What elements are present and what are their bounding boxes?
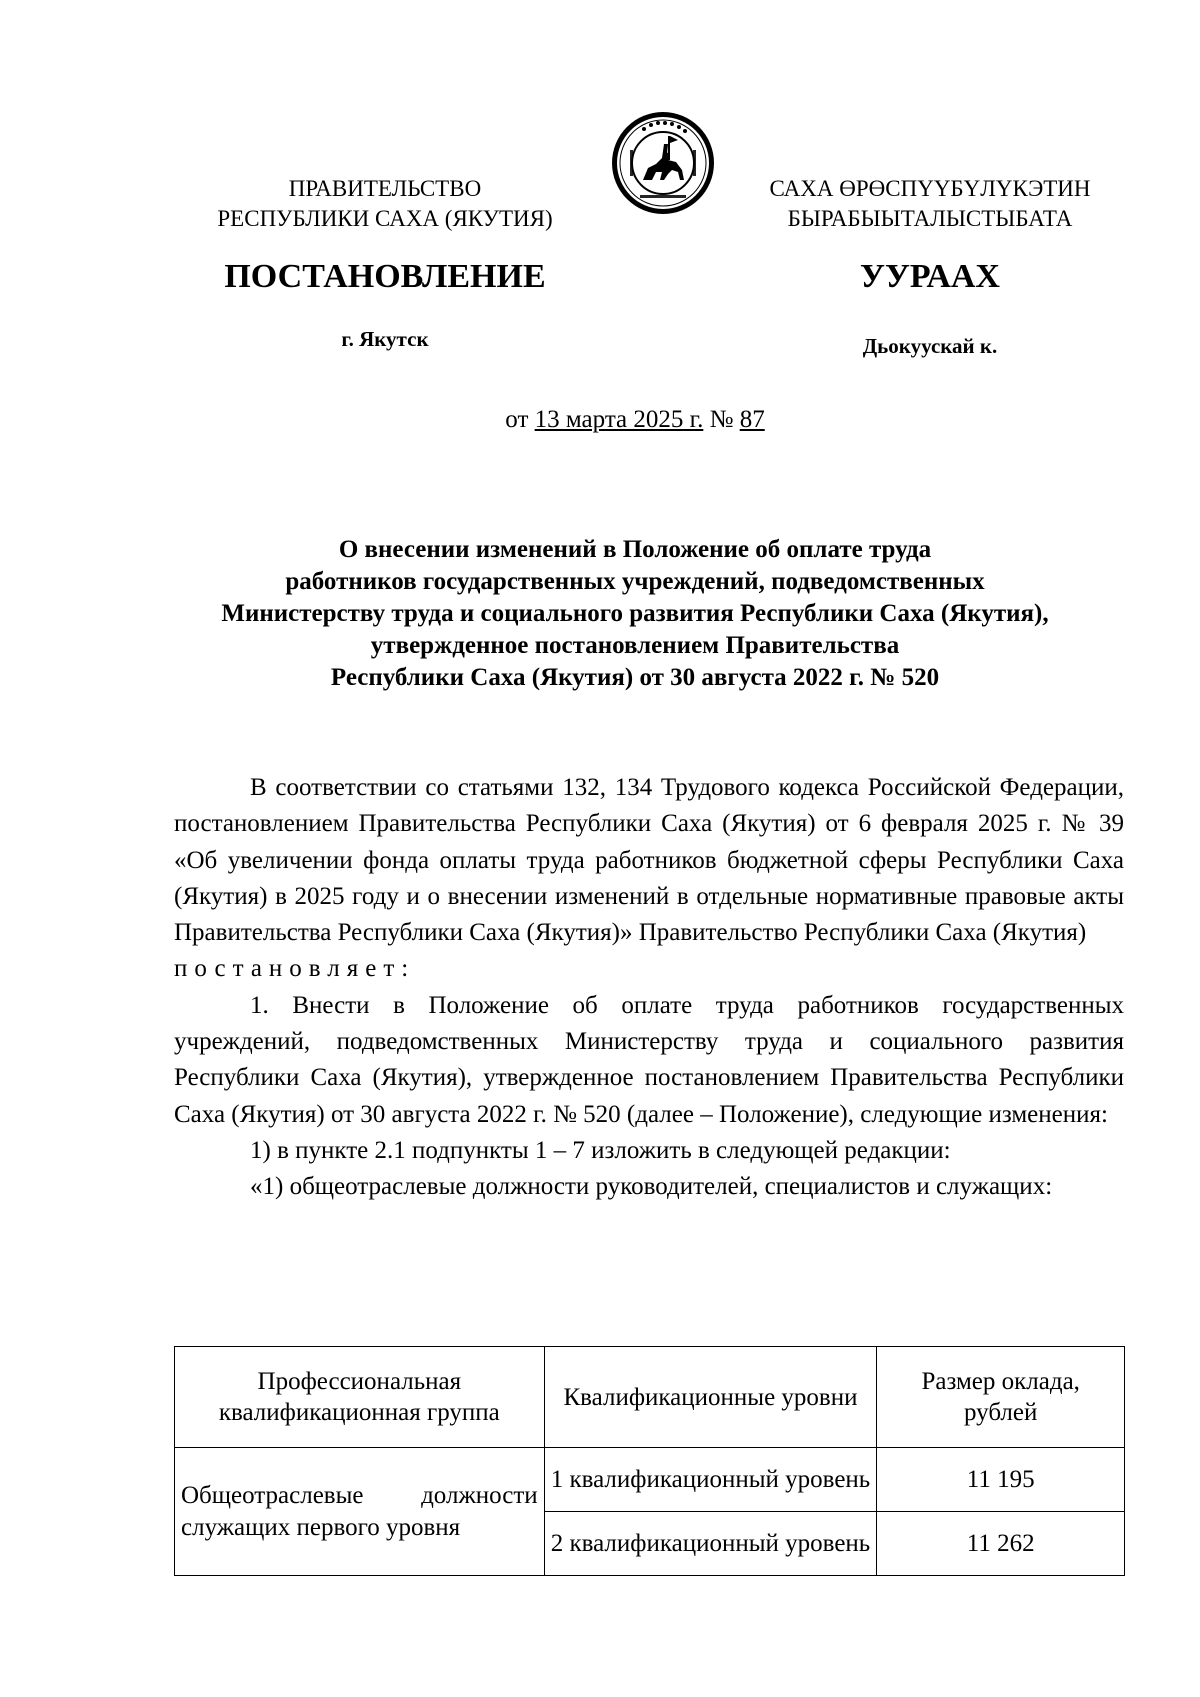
- document-date: 13 марта 2025 г.: [534, 406, 704, 433]
- date-prefix: от: [505, 406, 529, 433]
- group-name-cell: Общеотраслевые должности служащих первого уровня: [175, 1448, 545, 1576]
- level-cell: 2 квалификационный уровень: [544, 1512, 877, 1576]
- paragraph-item-1: 1. Внести в Положение об оплате труда работников государственных учреждений, подведомственных Министерству труда и социального развития Республики Саха (Якутия), утвержденное постановлением Правительства Республики Саха (Якутия) от 30 августа 2022 г. № 520 (далее – Положение), следующие изменения:: [174, 991, 1124, 1128]
- title-line: Министерству труда и социального развития Республики Саха (Якутия),: [221, 600, 1049, 627]
- issuer-name-russian: [160, 174, 610, 234]
- level-cell: 1 квалификационный уровень: [544, 1448, 877, 1512]
- issuer-name-yakut: [740, 174, 1120, 234]
- issuer-line-1-yakut: САХА ӨРӨСПҮҮБҮЛҮКЭТИН: [769, 176, 1091, 201]
- decree-word: постановляет:: [174, 955, 416, 983]
- table-row: [175, 1448, 1125, 1512]
- header-salary: Размер оклада, рублей: [877, 1347, 1125, 1448]
- city-yakut: Дьокуускай к.: [862, 334, 998, 358]
- title-line: утвержденное постановлением Правительства: [370, 632, 900, 659]
- issuer-line-2: РЕСПУБЛИКИ САХА (ЯКУТИЯ): [217, 206, 553, 231]
- document-date-number: [160, 404, 1110, 436]
- preamble-paragraph: В соответствии со статьями 132, 134 Трудового кодекса Российской Федерации, постановлением Правительства Республики Саха (Якутия) от 6 февраля 2025 г. № 39 «Об увеличении фонда оплаты труда работников бюджетной сферы Республики Саха (Якутия) в 2025 году и о внесении изменений в отдельные нормативные правовые акты Правительства Республики Саха (Якутия)» Правительство Республики Саха (Якутия): [174, 774, 1124, 947]
- paragraph-list-intro: «1) общеотраслевые должности руководителей, специалистов и служащих:: [250, 1173, 1053, 1201]
- document-number: 87: [739, 406, 765, 433]
- issuer-line-1: ПРАВИТЕЛЬСТВО: [288, 176, 482, 201]
- city-russian: г. Якутск: [341, 327, 429, 351]
- document-kind-yakut: УУРААХ: [860, 258, 1000, 295]
- number-label: №: [709, 406, 734, 433]
- title-line: Республики Саха (Якутия) от 30 августа 2022 г. № 520: [330, 664, 940, 691]
- title-line: работников государственных учреждений, подведомственных: [285, 568, 985, 595]
- document-kind-russian: ПОСТАНОВЛЕНИЕ: [224, 258, 546, 295]
- salary-cell: 11 195: [877, 1448, 1125, 1512]
- issuer-line-2-yakut: БЫРАБЫЫТАЛЫСТЫБАТА: [787, 206, 1073, 231]
- salary-table: [174, 1346, 1125, 1576]
- paragraph-subitem-1: 1) в пункте 2.1 подпункты 1 – 7 изложить в следующей редакции:: [250, 1136, 951, 1164]
- header-group: Профессиональная квалификационная группа: [175, 1347, 545, 1448]
- document-title: [160, 534, 1110, 694]
- coat-of-arms-seal: [610, 110, 716, 216]
- title-line: О внесении изменений в Положение об оплате труда: [338, 536, 932, 563]
- header-level: Квалификационные уровни: [544, 1347, 877, 1448]
- document-body: [174, 770, 1124, 1206]
- salary-cell: 11 262: [877, 1512, 1125, 1576]
- table-header-row: [175, 1347, 1125, 1448]
